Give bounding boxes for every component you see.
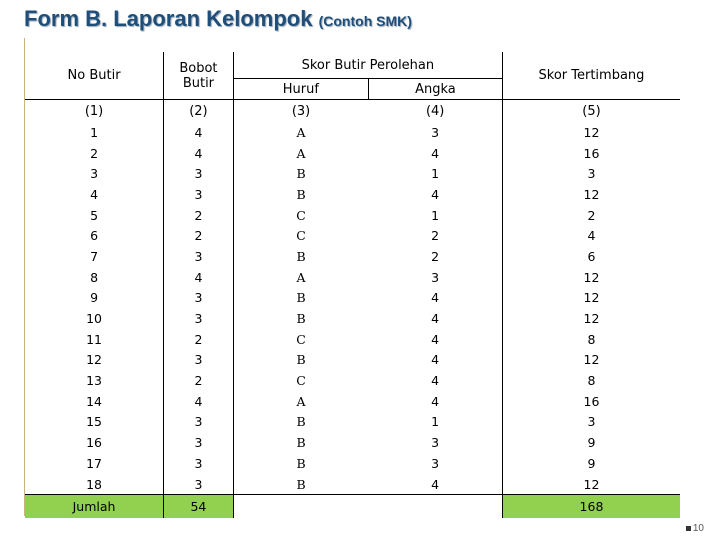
cell-angka: 4	[368, 474, 502, 495]
cell-huruf: B	[296, 311, 306, 327]
cell-bobot: 3	[164, 432, 234, 453]
cell-bobot: 3	[164, 474, 234, 495]
header-angka: Angka	[368, 79, 502, 100]
cell-huruf: B	[296, 455, 306, 471]
cell-skor-tertimbang: 8	[587, 373, 596, 389]
table-row	[25, 288, 680, 309]
cell-no-butir: 11	[25, 329, 164, 350]
cell-no-butir: 10	[25, 308, 164, 329]
cell-huruf: A	[296, 145, 306, 161]
header-huruf: Huruf	[282, 81, 319, 97]
cell-angka: 4	[368, 329, 502, 350]
cell-no-butir: 15	[25, 412, 164, 433]
cell-angka: 1	[368, 163, 502, 184]
cell-bobot: 3	[164, 350, 234, 371]
cell-huruf: A	[296, 269, 306, 285]
cell-huruf: C	[296, 207, 306, 223]
column-index: (1)	[25, 100, 164, 123]
cell-angka: 1	[368, 205, 502, 226]
header-skor-tertimbang: Skor Tertimbang	[538, 68, 645, 83]
cell-huruf: B	[296, 290, 306, 306]
cell-skor-tertimbang: 6	[587, 248, 596, 264]
table-row	[25, 391, 680, 412]
cell-huruf: C	[296, 373, 306, 389]
column-index: (3)	[233, 100, 368, 123]
cell-no-butir: 18	[25, 474, 164, 495]
table-body	[25, 122, 680, 495]
report-table	[25, 52, 680, 518]
cell-angka: 2	[368, 246, 502, 267]
cell-bobot: 3	[164, 412, 234, 433]
cell-no-butir: 13	[25, 370, 164, 391]
column-index: (5)	[502, 100, 680, 123]
table-row	[25, 412, 680, 433]
table-row	[25, 184, 680, 205]
title-subtitle: (Contoh SMK)	[318, 13, 412, 29]
cell-skor-tertimbang: 16	[583, 145, 600, 161]
header-bobot-butir: Bobot Butir	[164, 52, 234, 100]
cell-no-butir: 7	[25, 246, 164, 267]
page-title	[24, 6, 412, 32]
cell-huruf: B	[296, 435, 306, 451]
header-no-butir: No Butir	[25, 52, 164, 100]
cell-skor-tertimbang: 12	[583, 186, 600, 202]
cell-bobot: 4	[164, 122, 234, 143]
cell-angka: 4	[368, 288, 502, 309]
bullet-square-icon	[686, 526, 691, 531]
table-row	[25, 329, 680, 350]
cell-no-butir: 9	[25, 288, 164, 309]
total-blank-cell	[233, 495, 502, 519]
header-skor-butir-perolehan: Skor Butir Perolehan	[233, 52, 502, 79]
cell-huruf: B	[296, 352, 306, 368]
table-row	[25, 205, 680, 226]
cell-no-butir: 1	[25, 122, 164, 143]
table-row	[25, 453, 680, 474]
cell-skor-tertimbang: 12	[583, 290, 600, 306]
cell-huruf: C	[296, 228, 306, 244]
table-row	[25, 350, 680, 371]
cell-no-butir: 5	[25, 205, 164, 226]
cell-skor-tertimbang: 16	[583, 393, 600, 409]
cell-skor-tertimbang: 3	[587, 166, 596, 182]
total-label: Jumlah	[25, 495, 164, 519]
cell-bobot: 4	[164, 143, 234, 164]
cell-bobot: 4	[164, 391, 234, 412]
cell-angka: 3	[368, 267, 502, 288]
cell-bobot: 3	[164, 246, 234, 267]
cell-no-butir: 12	[25, 350, 164, 371]
cell-bobot: 2	[164, 225, 234, 246]
cell-no-butir: 16	[25, 432, 164, 453]
column-index: (2)	[164, 100, 234, 123]
page-number	[686, 523, 704, 534]
cell-angka: 3	[368, 432, 502, 453]
cell-skor-tertimbang: 4	[587, 228, 596, 244]
cell-angka: 2	[368, 225, 502, 246]
table-row	[25, 308, 680, 329]
cell-bobot: 2	[164, 329, 234, 350]
cell-skor-tertimbang: 9	[587, 435, 596, 451]
cell-bobot: 3	[164, 163, 234, 184]
cell-angka: 4	[368, 308, 502, 329]
cell-no-butir: 4	[25, 184, 164, 205]
cell-skor-tertimbang: 8	[587, 331, 596, 347]
cell-angka: 4	[368, 350, 502, 371]
cell-huruf: A	[296, 124, 306, 140]
cell-skor-tertimbang: 12	[583, 124, 600, 140]
cell-skor-tertimbang: 9	[587, 455, 596, 471]
cell-angka: 4	[368, 184, 502, 205]
cell-huruf: C	[296, 331, 306, 347]
cell-skor-tertimbang: 2	[587, 207, 596, 223]
cell-angka: 4	[368, 143, 502, 164]
cell-skor-tertimbang: 3	[587, 414, 596, 430]
cell-bobot: 3	[164, 184, 234, 205]
table-row	[25, 267, 680, 288]
cell-huruf: B	[296, 414, 306, 430]
cell-angka: 3	[368, 453, 502, 474]
title-main: Form B. Laporan Kelompok	[24, 6, 313, 31]
cell-skor-tertimbang: 12	[583, 352, 600, 368]
cell-bobot: 4	[164, 267, 234, 288]
table-row	[25, 163, 680, 184]
cell-bobot: 3	[164, 453, 234, 474]
cell-skor-tertimbang: 12	[583, 476, 600, 492]
cell-angka: 4	[368, 391, 502, 412]
table-row	[25, 143, 680, 164]
cell-huruf: B	[296, 476, 306, 492]
cell-no-butir: 2	[25, 143, 164, 164]
cell-no-butir: 14	[25, 391, 164, 412]
cell-no-butir: 6	[25, 225, 164, 246]
cell-huruf: B	[296, 248, 306, 264]
table-row	[25, 225, 680, 246]
table-row	[25, 474, 680, 495]
column-index: (4)	[368, 100, 502, 123]
table-row	[25, 246, 680, 267]
cell-angka: 3	[368, 122, 502, 143]
cell-angka: 1	[368, 412, 502, 433]
header-row-top	[25, 52, 680, 79]
cell-huruf: B	[296, 166, 306, 182]
table-row	[25, 370, 680, 391]
cell-bobot: 3	[164, 288, 234, 309]
cell-no-butir: 17	[25, 453, 164, 474]
total-bobot: 54	[164, 495, 234, 519]
cell-bobot: 2	[164, 205, 234, 226]
cell-skor-tertimbang: 12	[583, 311, 600, 327]
table-row	[25, 432, 680, 453]
page-number-value: 10	[692, 523, 704, 534]
cell-bobot: 2	[164, 370, 234, 391]
cell-angka: 4	[368, 370, 502, 391]
total-row	[25, 495, 680, 519]
table-row	[25, 122, 680, 143]
total-skor: 168	[502, 495, 680, 519]
cell-no-butir: 8	[25, 267, 164, 288]
cell-skor-tertimbang: 12	[583, 269, 600, 285]
cell-bobot: 3	[164, 308, 234, 329]
column-index-row	[25, 100, 680, 123]
cell-huruf: A	[296, 393, 306, 409]
cell-no-butir: 3	[25, 163, 164, 184]
cell-huruf: B	[296, 186, 306, 202]
